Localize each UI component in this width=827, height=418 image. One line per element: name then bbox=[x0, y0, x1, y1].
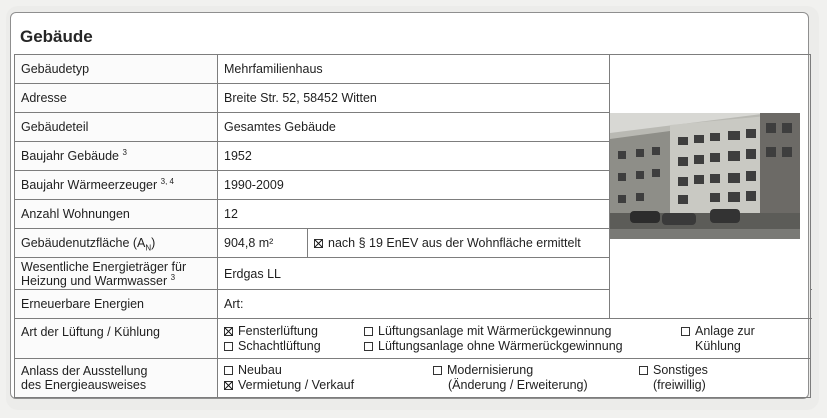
checkbox-anlage-kuehlung[interactable] bbox=[681, 327, 690, 336]
option-anlage-kuehlung[interactable]: Anlage zur bbox=[681, 324, 755, 338]
value-anzahl-wohnungen[interactable]: 12 bbox=[218, 200, 610, 229]
nutzflaeche-note: nach § 19 EnEV aus der Wohnfläche ermittelt bbox=[308, 229, 610, 258]
label-adresse: Adresse bbox=[15, 84, 218, 113]
building-photo-cell bbox=[610, 55, 811, 319]
value-baujahr-gebaeude[interactable]: 1952 bbox=[218, 142, 610, 171]
row-lueftung bbox=[15, 319, 811, 359]
modernisierung-label-line2: (Änderung / Erweiterung) bbox=[448, 378, 588, 392]
label-gebaeudeteil: Gebäudeteil bbox=[15, 113, 218, 142]
label-anzahl-wohnungen: Anzahl Wohnungen bbox=[15, 200, 218, 229]
building-data-table bbox=[14, 54, 811, 398]
label-baujahr-waermeerzeuger: Baujahr Wärmeerzeuger $^{3, 4}$ bbox=[15, 171, 218, 200]
row-anlass bbox=[15, 359, 811, 398]
option-modernisierung[interactable]: Modernisierung bbox=[433, 363, 533, 377]
value-gebaeudetyp[interactable]: Mehrfamilienhaus bbox=[218, 55, 610, 84]
option-anlage-ohne-wrg[interactable]: Lüftungsanlage ohne Wärmerückgewinnung bbox=[364, 339, 623, 353]
checkbox-neubau[interactable] bbox=[224, 366, 233, 375]
checkbox-modernisierung[interactable] bbox=[433, 366, 442, 375]
label-energietraeger: Wesentliche Energieträger für Heizung und Warmwasser $^3$ bbox=[15, 258, 218, 290]
value-adresse[interactable]: Breite Str. 52, 58452 Witten bbox=[218, 84, 610, 113]
anlass-options bbox=[218, 359, 811, 398]
section-title: Gebäude bbox=[20, 27, 93, 46]
checkbox-wohnflaeche[interactable] bbox=[314, 239, 323, 248]
label-lueftung: Art der Lüftung / Kühlung bbox=[15, 319, 218, 359]
value-gebaeudeteil[interactable]: Gesamtes Gebäude bbox=[218, 113, 610, 142]
option-vermietung-verkauf[interactable]: Vermietung / Verkauf bbox=[224, 378, 354, 392]
value-energietraeger[interactable]: Erdgas LL bbox=[218, 258, 610, 290]
checkbox-sonstiges[interactable] bbox=[639, 366, 648, 375]
sonstiges-label-line2: (freiwillig) bbox=[653, 378, 706, 392]
kuehlung-label-line2: Kühlung bbox=[695, 339, 741, 353]
building-photo bbox=[610, 113, 800, 239]
label-anlass: Anlass der Ausstellung des Energieausweises bbox=[15, 359, 218, 398]
lueftung-options bbox=[218, 319, 811, 359]
checkbox-anlage-ohne-wrg[interactable] bbox=[364, 342, 373, 351]
option-sonstiges[interactable]: Sonstiges bbox=[639, 363, 708, 377]
label-gebaeudetyp: Gebäudetyp bbox=[15, 55, 218, 84]
option-fensterlueftung[interactable]: Fensterlüftung bbox=[224, 324, 318, 338]
checkbox-vermietung-verkauf[interactable] bbox=[224, 381, 233, 390]
value-nutzflaeche[interactable]: 904,8 m² bbox=[218, 229, 308, 258]
option-neubau[interactable]: Neubau bbox=[224, 363, 282, 377]
row-gebaeudetyp bbox=[15, 55, 811, 84]
value-baujahr-waermeerzeuger[interactable]: 1990-2009 bbox=[218, 171, 610, 200]
checkbox-schachtlueftung[interactable] bbox=[224, 342, 233, 351]
option-schachtlueftung[interactable]: Schachtlüftung bbox=[224, 339, 321, 353]
label-nutzflaeche: Gebäudenutzfläche $(A_N)$ bbox=[15, 229, 218, 258]
label-erneuerbare: Erneuerbare Energien bbox=[15, 290, 218, 319]
option-anlage-mit-wrg[interactable]: Lüftungsanlage mit Wärmerückgewinnung bbox=[364, 324, 611, 338]
checkbox-fensterlueftung[interactable] bbox=[224, 327, 233, 336]
erneuerbare-art-field[interactable]: Art: bbox=[218, 290, 610, 319]
checkbox-anlage-mit-wrg[interactable] bbox=[364, 327, 373, 336]
label-baujahr-gebaeude: Baujahr Gebäude $^3$ bbox=[15, 142, 218, 171]
